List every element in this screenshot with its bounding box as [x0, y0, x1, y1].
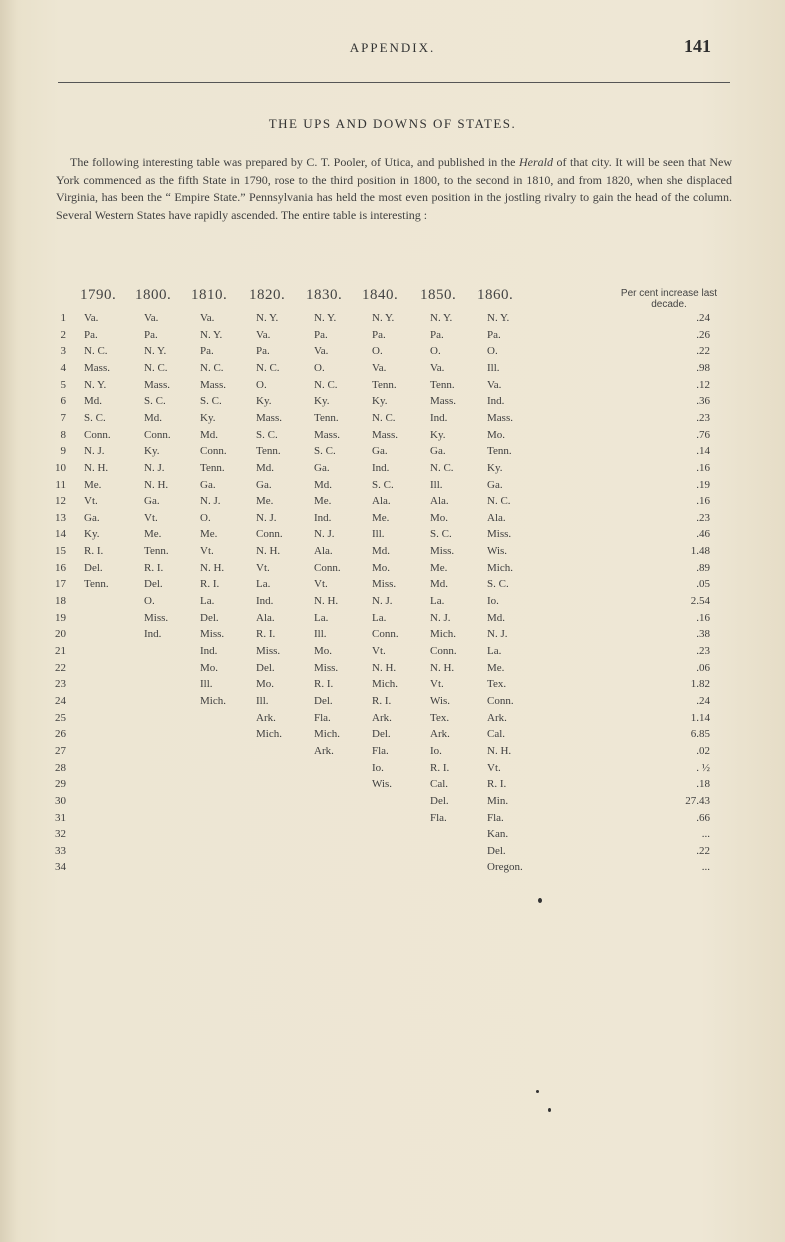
state-cell: N. J. — [256, 511, 277, 524]
row-number: 16 — [55, 561, 66, 574]
state-cell: Del. — [256, 661, 275, 674]
pct-increase-cell: . ½ — [696, 761, 710, 774]
state-cell: N. J. — [314, 528, 335, 541]
state-cell: Ga. — [200, 478, 216, 491]
state-cell: N. J. — [200, 495, 221, 508]
state-cell: Va. — [314, 345, 329, 358]
state-cell: Ill. — [314, 628, 327, 641]
state-cell: Tenn. — [200, 461, 225, 474]
state-cell: Mich. — [487, 561, 513, 574]
state-cell: Ill. — [372, 528, 385, 541]
pct-increase-cell: .89 — [696, 561, 710, 574]
state-cell: Io. — [430, 744, 442, 757]
year-header: 1840. — [362, 287, 399, 303]
state-cell: Tenn. — [84, 578, 109, 591]
state-cell: N. Y. — [84, 378, 107, 391]
state-cell: Min. — [487, 794, 509, 807]
row-number: 9 — [60, 445, 66, 458]
state-cell: Pa. — [487, 328, 501, 341]
state-cell: S. C. — [487, 578, 509, 591]
row-number: 26 — [55, 728, 66, 741]
row-number: 33 — [55, 844, 66, 857]
state-cell: Ky. — [372, 395, 388, 408]
state-cell: S. C. — [314, 445, 336, 458]
pct-increase-cell: 6.85 — [690, 728, 710, 741]
pct-increase-cell: .24 — [696, 312, 710, 324]
pct-increase-cell: 27.43 — [685, 794, 710, 807]
state-cell: Mass. — [487, 411, 513, 424]
state-cell: Me. — [487, 661, 505, 674]
state-cell: Ind. — [487, 395, 505, 408]
state-cell: Mass. — [256, 411, 282, 424]
row-number: 2 — [60, 328, 66, 341]
pct-increase-cell: .36 — [696, 395, 710, 408]
year-header: 1830. — [306, 287, 343, 303]
state-cell: Md. — [314, 478, 333, 491]
state-cell: Tenn. — [487, 445, 512, 458]
state-cell: Wis. — [430, 694, 451, 707]
state-cell: Ga. — [144, 495, 160, 508]
pct-increase-cell: .23 — [696, 645, 710, 657]
state-cell: Va. — [84, 312, 99, 324]
state-cell: R. I. — [144, 561, 164, 574]
pct-increase-cell: .14 — [696, 445, 710, 458]
state-cell: Ark. — [256, 711, 276, 724]
state-cell: N. H. — [84, 461, 109, 474]
state-cell: Mo. — [372, 561, 391, 574]
row-number: 30 — [55, 794, 66, 807]
state-cell: Pa. — [256, 345, 270, 358]
state-cell: N. C. — [84, 345, 108, 358]
state-cell: Tenn. — [430, 378, 455, 391]
year-header: 1850. — [420, 287, 457, 303]
state-cell: Conn. — [314, 561, 341, 574]
state-cell: Va. — [144, 312, 159, 324]
state-cell: Tenn. — [372, 378, 397, 391]
state-cell: Miss. — [256, 645, 281, 657]
state-cell: Pa. — [314, 328, 328, 341]
row-number: 22 — [55, 661, 66, 674]
state-cell: Tex. — [430, 711, 450, 724]
row-number: 8 — [60, 428, 66, 441]
state-cell: Ill. — [256, 694, 269, 707]
state-cell: Mass. — [84, 361, 110, 374]
state-cell: N. J. — [487, 628, 508, 641]
state-cell: Pa. — [200, 345, 214, 358]
state-cell: Me. — [314, 495, 332, 508]
state-cell: Ky. — [430, 428, 446, 441]
state-cell: O. — [487, 345, 498, 358]
state-cell: Ill. — [487, 361, 500, 374]
state-cell: Ark. — [430, 728, 450, 741]
pct-increase-cell: .18 — [696, 778, 710, 791]
state-cell: Ark. — [487, 711, 507, 724]
state-cell: Vt. — [256, 561, 270, 574]
state-cell: Del. — [200, 611, 219, 624]
state-cell: R. I. — [256, 628, 276, 641]
state-cell: Miss. — [372, 578, 397, 591]
state-cell: Ind. — [256, 595, 274, 608]
state-cell: N. Y. — [256, 312, 279, 324]
state-cell: La. — [200, 595, 215, 608]
state-cell: S. C. — [256, 428, 278, 441]
state-cell: Fla. — [314, 711, 331, 724]
state-cell: Md. — [84, 395, 103, 408]
state-cell: Conn. — [144, 428, 171, 441]
state-cell: Del. — [372, 728, 391, 741]
state-cell: Wis. — [372, 778, 393, 791]
pct-increase-cell: .16 — [696, 461, 710, 474]
row-number: 29 — [55, 778, 66, 791]
pct-increase-cell: ... — [701, 861, 710, 874]
state-cell: La. — [256, 578, 271, 591]
pct-increase-cell: .26 — [696, 328, 710, 341]
state-cell: O. — [256, 378, 267, 391]
row-number: 32 — [55, 828, 66, 841]
state-cell: S. C. — [144, 395, 166, 408]
state-cell: Md. — [430, 578, 449, 591]
state-cell: Mich. — [372, 678, 398, 691]
state-cell: Oregon. — [487, 861, 523, 874]
pct-increase-cell: .06 — [696, 661, 710, 674]
running-head — [0, 36, 785, 60]
state-cell: N. H. — [487, 744, 512, 757]
state-cell: Conn. — [200, 445, 227, 458]
row-number: 3 — [60, 345, 66, 358]
state-cell: N. Y. — [372, 312, 395, 324]
state-cell: N. H. — [144, 478, 169, 491]
state-cell: Mass. — [372, 428, 398, 441]
row-number: 31 — [55, 811, 66, 824]
state-cell: Ga. — [372, 445, 388, 458]
state-cell: N. Y. — [200, 328, 223, 341]
year-header: 1860. — [477, 287, 514, 303]
state-cell: Mich. — [430, 628, 456, 641]
state-cell: N. Y. — [314, 312, 337, 324]
state-cell: Me. — [256, 495, 274, 508]
intro-text-1: The following interesting table was prepared by C. T. Pooler, of Utica, and published in the — [70, 155, 516, 169]
state-cell: N. C. — [256, 361, 280, 374]
state-cell: Ark. — [314, 744, 334, 757]
state-cell: R. I. — [314, 678, 334, 691]
state-cell: O. — [314, 361, 325, 374]
state-cell: N. C. — [144, 361, 168, 374]
state-cell: Del. — [487, 844, 506, 857]
state-cell: La. — [487, 645, 502, 657]
state-cell: O. — [430, 345, 441, 358]
state-cell: Ind. — [314, 511, 332, 524]
state-cell: Fla. — [487, 811, 504, 824]
state-cell: Ala. — [256, 611, 275, 624]
state-cell: N. J. — [372, 595, 393, 608]
state-cell: Me. — [430, 561, 448, 574]
pct-increase-cell: .46 — [696, 528, 710, 541]
state-cell: Vt. — [84, 495, 98, 508]
state-cell: Ky. — [487, 461, 503, 474]
state-cell: Vt. — [144, 511, 158, 524]
state-cell: Conn. — [372, 628, 399, 641]
state-cell: Mo. — [430, 511, 449, 524]
year-header: 1810. — [191, 287, 228, 303]
state-cell: Md. — [487, 611, 506, 624]
state-cell: O. — [144, 595, 155, 608]
state-cell: Va. — [200, 312, 215, 324]
state-cell: Miss. — [430, 545, 455, 558]
state-cell: Va. — [256, 328, 271, 341]
state-cell: N. C. — [372, 411, 396, 424]
state-cell: Vt. — [372, 645, 386, 657]
state-cell: R. I. — [487, 778, 507, 791]
state-cell: Md. — [144, 411, 163, 424]
state-cell: Mass. — [144, 378, 170, 391]
state-cell: Ga. — [314, 461, 330, 474]
state-cell: Tenn. — [256, 445, 281, 458]
state-cell: Mich. — [256, 728, 282, 741]
state-cell: O. — [372, 345, 383, 358]
state-cell: Me. — [144, 528, 162, 541]
state-cell: Del. — [144, 578, 163, 591]
state-cell: Conn. — [430, 645, 457, 657]
pct-increase-cell: .22 — [696, 345, 710, 358]
state-cell: Ind. — [144, 628, 162, 641]
state-cell: Ark. — [372, 711, 392, 724]
state-cell: Conn. — [256, 528, 283, 541]
row-number: 1 — [60, 312, 66, 324]
state-cell: O. — [200, 511, 211, 524]
state-cell: Va. — [430, 361, 445, 374]
state-cell: Pa. — [372, 328, 386, 341]
state-cell: Va. — [487, 378, 502, 391]
row-number: 4 — [60, 361, 66, 374]
page-number: 141 — [684, 36, 711, 56]
state-cell: Kan. — [487, 828, 509, 841]
year-header: 1820. — [249, 287, 286, 303]
state-cell: Del. — [84, 561, 103, 574]
year-header: 1790. — [80, 287, 117, 303]
pct-increase-cell: .16 — [696, 495, 710, 508]
pct-increase-cell: .23 — [696, 411, 710, 424]
intro-italic: Herald — [518, 155, 553, 169]
state-cell: N. H. — [314, 595, 339, 608]
state-cell: Ga. — [84, 511, 100, 524]
ink-speck — [538, 898, 542, 903]
state-cell: Del. — [314, 694, 333, 707]
running-title: APPENDIX. — [349, 40, 436, 55]
pct-increase-header: Per cent increase last decade. — [620, 288, 718, 310]
row-number: 10 — [55, 461, 66, 474]
state-cell: S. C. — [84, 411, 106, 424]
pct-increase-cell: ... — [701, 828, 710, 841]
state-cell: Fla. — [430, 811, 447, 824]
state-cell: Io. — [487, 595, 499, 608]
state-cell: Md. — [256, 461, 275, 474]
state-cell: Me. — [200, 528, 218, 541]
state-cell: Mass. — [314, 428, 340, 441]
state-cell: Miss. — [487, 528, 512, 541]
pct-increase-cell: .24 — [696, 694, 710, 707]
state-cell: Vt. — [200, 545, 214, 558]
pct-increase-cell: .02 — [696, 744, 710, 757]
state-cell: Vt. — [430, 678, 444, 691]
state-cell: N. Y. — [144, 345, 167, 358]
state-cell: S. C. — [372, 478, 394, 491]
state-cell: Mich. — [314, 728, 340, 741]
head-rule — [58, 82, 730, 83]
state-cell: Mo. — [200, 661, 219, 674]
state-cell: Me. — [372, 511, 390, 524]
state-cell: Pa. — [84, 328, 98, 341]
state-cell: Ill. — [430, 478, 443, 491]
row-number: 14 — [55, 528, 66, 541]
state-cell: Ky. — [84, 528, 100, 541]
state-cell: Ga. — [487, 478, 503, 491]
state-cell: Ind. — [200, 645, 218, 657]
state-cell: Tex. — [487, 678, 507, 691]
state-cell: Fla. — [372, 744, 389, 757]
state-cell: N. C. — [430, 461, 454, 474]
state-cell: Miss. — [144, 611, 169, 624]
state-cell: Io. — [372, 761, 384, 774]
row-number: 20 — [55, 628, 66, 641]
pct-increase-cell: .22 — [696, 844, 710, 857]
state-cell: R. I. — [200, 578, 220, 591]
pct-increase-cell: .98 — [696, 361, 710, 374]
state-cell: Ala. — [430, 495, 449, 508]
pct-increase-cell: .05 — [696, 578, 710, 591]
state-cell: R. I. — [430, 761, 450, 774]
row-number: 6 — [60, 395, 66, 408]
pct-increase-cell: 1.14 — [690, 711, 710, 724]
row-number: 7 — [60, 411, 66, 424]
state-cell: Ind. — [430, 411, 448, 424]
state-cell: Pa. — [144, 328, 158, 341]
state-cell: Me. — [84, 478, 102, 491]
article-title: THE UPS AND DOWNS OF STATES. — [268, 116, 517, 131]
state-cell: Vt. — [487, 761, 501, 774]
row-number: 24 — [55, 694, 66, 707]
state-cell: La. — [430, 595, 445, 608]
state-cell: Mo. — [256, 678, 275, 691]
state-cell: Ga. — [256, 478, 272, 491]
state-cell: N. H. — [372, 661, 397, 674]
state-cell: Cal. — [430, 778, 449, 791]
row-number: 19 — [55, 611, 66, 624]
state-cell: R. I. — [372, 694, 392, 707]
state-cell: Ky. — [314, 395, 330, 408]
row-number: 21 — [55, 645, 66, 657]
pct-increase-cell: .23 — [696, 511, 710, 524]
state-cell: Mass. — [430, 395, 456, 408]
state-cell: N. Y. — [487, 312, 510, 324]
row-number: 17 — [55, 578, 66, 591]
year-header: 1800. — [135, 287, 172, 303]
state-cell: Wis. — [487, 545, 508, 558]
intro-paragraph — [56, 154, 732, 224]
state-cell: N. C. — [200, 361, 224, 374]
state-cell: Ala. — [314, 545, 333, 558]
state-cell: N. H. — [256, 545, 281, 558]
row-number: 34 — [55, 861, 66, 874]
state-cell: Md. — [200, 428, 219, 441]
state-cell: N. J. — [430, 611, 451, 624]
state-cell: Ind. — [372, 461, 390, 474]
state-cell: N. C. — [314, 378, 338, 391]
state-cell: Ga. — [430, 445, 446, 458]
pct-increase-cell: .16 — [696, 611, 710, 624]
state-cell: Ky. — [144, 445, 160, 458]
state-cell: Conn. — [487, 694, 514, 707]
intro-text-2: of that city. It will be seen that New York commenced as the fifth State in 1790, rose to the third position in 1800, to the second in 1810, and from 1820, when she displaced Virginia, has been the “ Empire State.” Pennsylvania has held the most even position in the jostling rivalry to gain the head of the column. Several Western States have rapidly ascended. The entire table is interesting : — [56, 155, 732, 222]
state-cell: Ill. — [200, 678, 213, 691]
row-number: 15 — [55, 545, 66, 558]
state-cell: R. I. — [84, 545, 104, 558]
row-number: 13 — [55, 511, 66, 524]
state-cell: N. Y. — [430, 312, 453, 324]
state-cell: Va. — [372, 361, 387, 374]
row-number: 23 — [55, 678, 66, 691]
row-number: 12 — [55, 495, 66, 508]
state-cell: Md. — [372, 545, 391, 558]
pct-increase-cell: .66 — [696, 811, 710, 824]
state-cell: Mo. — [487, 428, 506, 441]
state-cell: La. — [372, 611, 387, 624]
row-number: 18 — [55, 595, 66, 608]
pct-increase-cell: 2.54 — [690, 595, 710, 608]
pct-increase-cell: .38 — [696, 628, 710, 641]
row-number: 5 — [60, 378, 66, 391]
pct-increase-cell: .12 — [696, 378, 710, 391]
row-number: 27 — [55, 744, 66, 757]
state-cell: N. H. — [430, 661, 455, 674]
row-number: 28 — [55, 761, 66, 774]
state-cell: N. C. — [487, 495, 511, 508]
state-cell: Tenn. — [144, 545, 169, 558]
state-cell: Mich. — [200, 694, 226, 707]
state-cell: Miss. — [200, 628, 225, 641]
state-cell: Pa. — [430, 328, 444, 341]
row-number: 25 — [55, 711, 66, 724]
state-cell: S. C. — [200, 395, 222, 408]
pct-increase-cell: .76 — [696, 428, 710, 441]
ink-speck — [548, 1108, 551, 1112]
state-cell: Miss. — [314, 661, 339, 674]
state-cell: Ky. — [256, 395, 272, 408]
state-cell: Mass. — [200, 378, 226, 391]
pct-increase-cell: .19 — [696, 478, 710, 491]
state-cell: Ala. — [372, 495, 391, 508]
row-number: 11 — [55, 478, 66, 491]
state-cell: Mo. — [314, 645, 333, 657]
state-cell: Tenn. — [314, 411, 339, 424]
pct-increase-cell: 1.82 — [690, 678, 710, 691]
state-cell: Vt. — [314, 578, 328, 591]
state-cell: N. H. — [200, 561, 225, 574]
state-cell: Conn. — [84, 428, 111, 441]
state-cell: Ky. — [200, 411, 216, 424]
state-cell: N. J. — [144, 461, 165, 474]
state-cell: S. C. — [430, 528, 452, 541]
state-cell: Cal. — [487, 728, 506, 741]
ink-speck — [536, 1090, 539, 1093]
state-cell: La. — [314, 611, 329, 624]
state-cell: Del. — [430, 794, 449, 807]
state-cell: Ala. — [487, 511, 506, 524]
state-cell: N. J. — [84, 445, 105, 458]
pct-increase-cell: 1.48 — [690, 545, 710, 558]
